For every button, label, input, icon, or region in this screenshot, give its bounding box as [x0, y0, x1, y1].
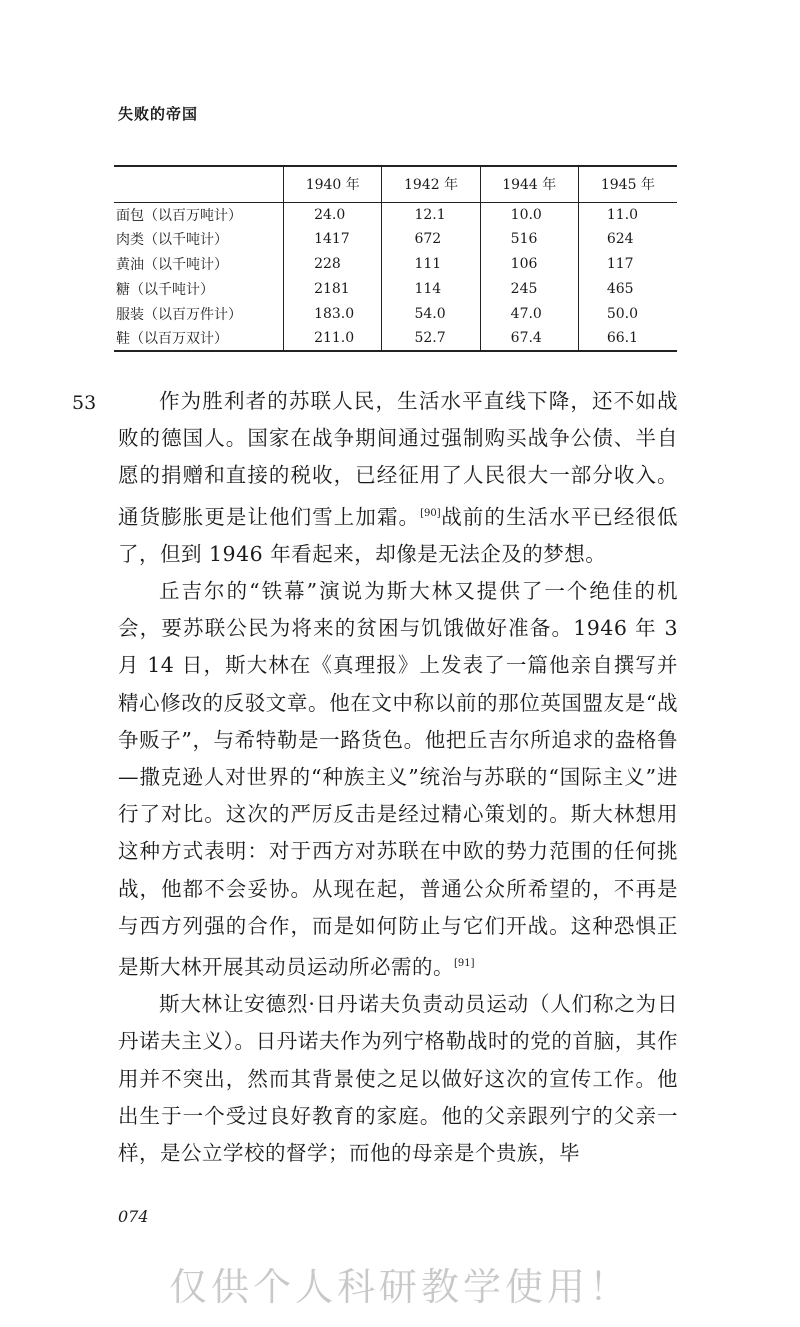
table-cell: 245	[480, 276, 578, 301]
running-head: 失败的帝国	[118, 105, 199, 123]
table-cell: 211.0	[284, 326, 382, 351]
paragraph-text: 战前的生活水平已经很低了，但到 1946 年看起来，却像是无法企及的梦想。	[118, 504, 679, 566]
table-row-label: 服装（以百万件计）	[116, 306, 242, 323]
table-cell: 117	[578, 252, 677, 277]
table-header-cell: 1944 年	[480, 166, 578, 202]
table-cell: 66.1	[578, 326, 677, 351]
table-cell: 12.1	[382, 202, 480, 227]
table-cell: 67.4	[480, 326, 578, 351]
paragraph-text: 作为胜利者的苏联人民，生活水平直线下降，还不如战败的德国人。国家在战争期间通过强制购买战争公债、半自愿的捐赠和直接的税收，已经征用了人民很大一部分收入。通货膨胀更是让他们雪上加霜。	[118, 389, 678, 529]
table-cell: 50.0	[578, 301, 677, 326]
table-cell: 52.7	[382, 326, 480, 351]
table-cell: 2181	[284, 276, 382, 301]
statistics-table	[114, 165, 677, 352]
table-header-cell: 1940 年	[284, 166, 382, 202]
paragraph-text: 斯大林让安德烈·日丹诺夫负责动员运动（人们称之为日丹诺夫主义）。日丹诺夫作为列宁格勒战时的党的首脑，其作用并不突出，然而其背景使之足以做好这次的宣传工作。他出生于一个受过良好教育的家庭。他的父亲跟列宁的父亲一样，是公立学校的督学；而他的母亲是个贵族，毕	[118, 992, 678, 1166]
table-cell: 54.0	[382, 301, 480, 326]
table-cell: 672	[382, 227, 480, 252]
table-row	[114, 202, 677, 227]
paragraph	[118, 573, 678, 986]
table-row-label: 黄油（以千吨计）	[116, 256, 228, 273]
paragraph	[118, 986, 678, 1172]
table-cell: 11.0	[578, 202, 677, 227]
watermark: 仅供个人科研教学使用！	[168, 1265, 631, 1309]
table-row-label: 肉类（以千吨计）	[116, 232, 228, 249]
table-row	[114, 276, 677, 301]
table-cell: 10.0	[480, 202, 578, 227]
table-cell: 624	[578, 227, 677, 252]
margin-page-reference: 53	[72, 392, 97, 414]
footnote-marker: [91]	[454, 958, 475, 970]
table-row-label: 鞋（以百万双计）	[116, 330, 228, 347]
table-row	[114, 227, 677, 252]
paragraph-text: 丘吉尔的“铁幕”演说为斯大林又提供了一个绝佳的机会，要苏联公民为将来的贫困与饥饿做好准备。1946 年 3 月 14 日，斯大林在《真理报》上发表了一篇他亲自撰写并精心修改的反驳文章。他在文中称以前的那位英国盟友是“战争贩子”，与希特勒是一路货色。他把丘吉尔所追求的盎格鲁—撒克逊人对世界的“种族主义”统治与苏联的“国际主义”进行了对比。这次的严厉反击是经过精心策划的。斯大林想用这种方式表明：对于西方对苏联在中欧的势力范围的任何挑战，他都不会妥协。从现在起，普通公众所希望的，不再是与西方列强的合作，而是如何防止与它们开战。这种恐惧正是斯大林开展其动员运动所必需的。	[118, 579, 678, 980]
table-cell: 183.0	[284, 301, 382, 326]
table-row	[114, 326, 677, 351]
table-cell: 106	[480, 252, 578, 277]
footnote-marker: [90]	[420, 507, 441, 519]
table-row-label: 面包（以百万吨计）	[116, 207, 242, 224]
table-row-label: 糖（以千吨计）	[116, 281, 214, 298]
table-cell: 228	[284, 252, 382, 277]
paragraph	[118, 383, 678, 573]
table-header-cell: 1942 年	[382, 166, 480, 202]
table-header-cell	[114, 166, 284, 202]
table-cell: 24.0	[284, 202, 382, 227]
table-cell: 111	[382, 252, 480, 277]
body-text	[118, 383, 678, 1172]
table-row	[114, 252, 677, 277]
table-cell: 47.0	[480, 301, 578, 326]
table-header-cell: 1945 年	[578, 166, 677, 202]
table-header-row	[114, 166, 677, 202]
table-cell: 114	[382, 276, 480, 301]
table-cell: 465	[578, 276, 677, 301]
table-row	[114, 301, 677, 326]
table-cell: 516	[480, 227, 578, 252]
page-number: 074	[118, 1207, 149, 1226]
table-cell: 1417	[284, 227, 382, 252]
